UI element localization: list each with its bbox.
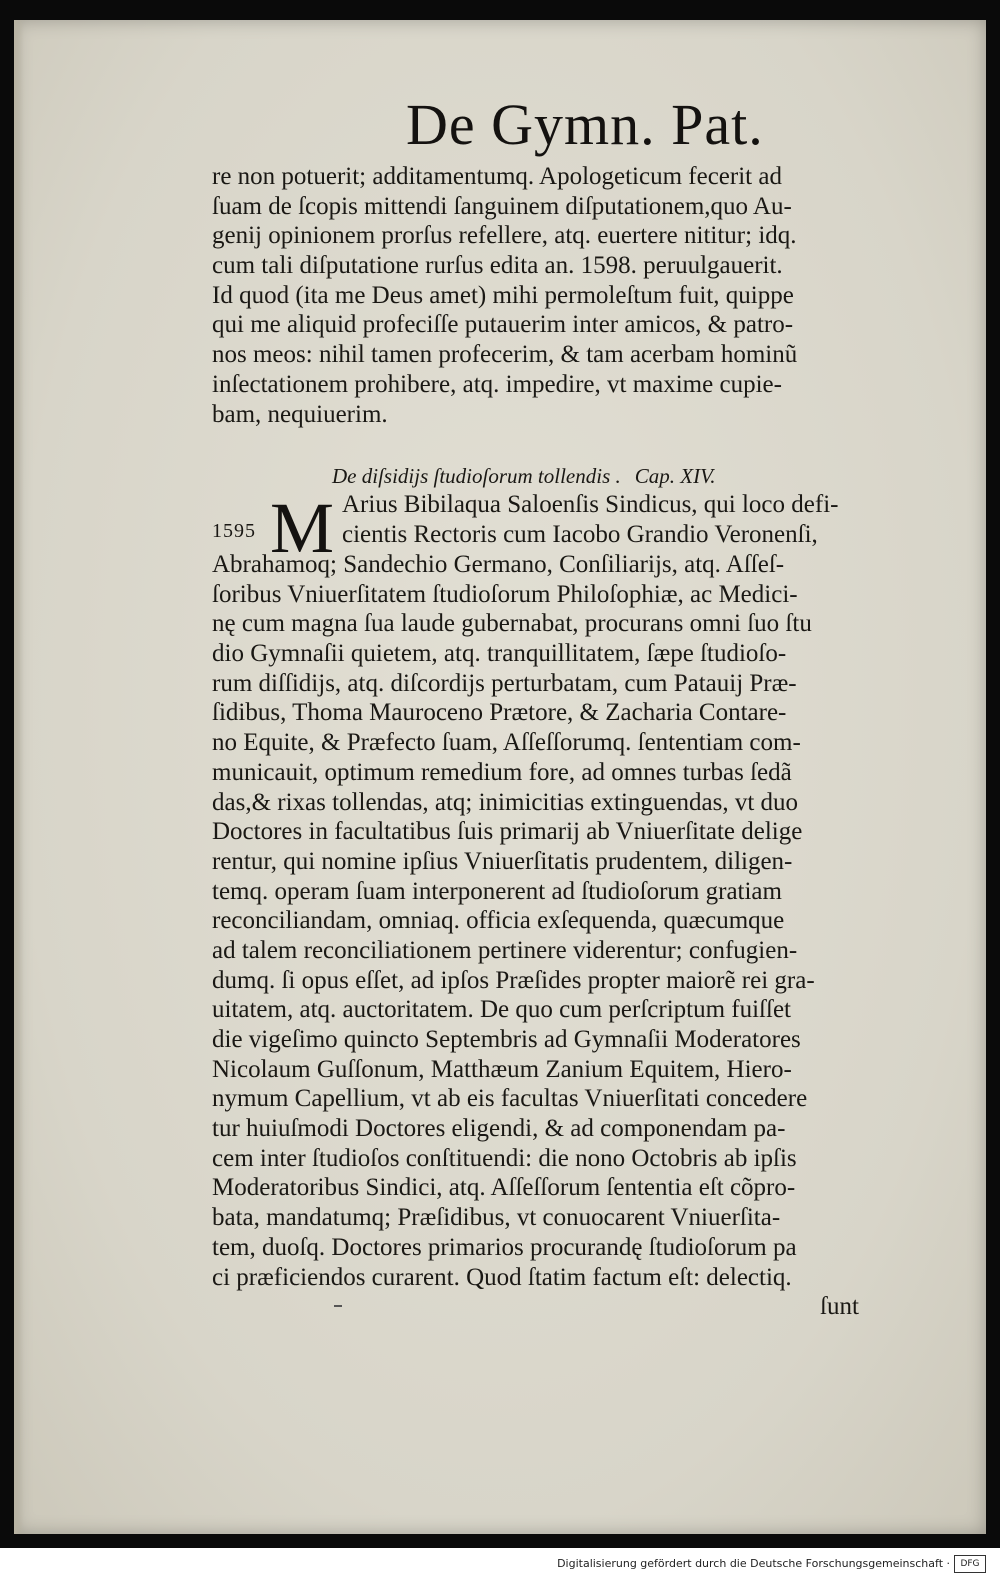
chapter-number: Cap. XIV. — [634, 464, 716, 488]
text-line: ſuam de ſcopis mittendi ſanguinem diſputationem,quo Au- — [212, 192, 792, 220]
running-header: De Gymn. Pat. — [406, 92, 764, 157]
text-line: tem, duoſq. Doctores primarios procurandę ſtudioſorum pa — [212, 1233, 797, 1261]
text-line: das,& rixas tollendas, atq; inimicitias extinguendas, vt duo — [212, 788, 799, 816]
text-line: dumq. ſi opus eſſet, ad ipſos Præſides propter maiorẽ rei gra- — [212, 966, 815, 994]
chapter-heading — [332, 464, 715, 489]
text-line: cum tali diſputatione rurſus edita an. 1598. peruulgauerit. — [212, 252, 783, 280]
text-line: reconciliandam, omniaq. officia exſequenda, quæcumque — [212, 907, 785, 935]
text-line: die vigeſimo quincto Septembris ad Gymnaſii Moderatores — [212, 1026, 801, 1053]
text-line: inſectationem prohibere, atq. impedire, vt maxime cupie- — [212, 370, 782, 398]
text-line: rum diſſidijs, atq. diſcordijs perturbatam, cum Patauij Præ- — [212, 669, 797, 697]
drop-capital: M — [270, 488, 335, 568]
printer-mark — [334, 1305, 342, 1307]
paragraph-2-opening — [342, 490, 838, 549]
text-line: genij opinionem prorſus refellere, atq. euertere nititur; idq. — [212, 222, 797, 250]
text-line: dio Gymnaſii quietem, atq. tranquillitatem, ſæpe ſtudioſo- — [212, 640, 787, 668]
paragraph-1 — [212, 162, 797, 429]
text-line: bam, nequiuerim. — [212, 400, 388, 428]
text-line: ci præficiendos curarent. Quod ſtatim factum eſt: delectiq. — [212, 1263, 792, 1291]
text-line: municauit, optimum remedium fore, ad omnes turbas ſedã — [212, 758, 792, 786]
paragraph-2 — [212, 550, 815, 1292]
text-line: no Equite, & Præfecto ſuam, Aſſeſſorumq. ſententiam com- — [212, 729, 801, 757]
text-line: ſidibus, Thoma Mauroceno Prætore, & Zacharia Contare- — [212, 699, 787, 727]
text-line: Moderatoribus Sindici, atq. Aſſeſſorum ſententia eſt cõpro- — [212, 1174, 796, 1202]
dfg-logo: DFG — [954, 1555, 986, 1573]
text-line: re non potuerit; additamentumq. Apologeticum fecerit ad — [212, 163, 782, 190]
text-line: temq. operam ſuam interponerent ad ſtudioſorum gratiam — [212, 877, 782, 905]
book-page — [14, 20, 986, 1534]
text-line: Abrahamoq; Sandechio Germano, Conſiliarijs, atq. Aſſeſ- — [212, 551, 785, 578]
text-line: cientis Rectoris cum Iacobo Grandio Veronenſi, — [342, 520, 818, 548]
catchword: ſunt — [820, 1293, 859, 1320]
funding-credit: Digitalisierung gefördert durch die Deutsche Forschungsgemeinschaft · — [557, 1557, 950, 1570]
text-line: nymum Capellium, vt ab eis facultas Vniuerſitati concedere — [212, 1085, 808, 1113]
text-line: uitatem, atq. auctoritatem. De quo cum perſcriptum fuiſſet — [212, 996, 791, 1024]
text-line: Id quod (ita me Deus amet) mihi permoleſtum fuit, quippe — [212, 281, 794, 309]
text-line: Arius Bibilaqua Saloenſis Sindicus, qui loco defi- — [342, 491, 839, 518]
text-line: Nicolaum Guſſonum, Matthæum Zanium Equitem, Hiero- — [212, 1055, 792, 1083]
text-line: nę cum magna ſua laude gubernabat, procurans omni ſuo ſtu — [212, 610, 812, 638]
margin-year: 1595 — [212, 520, 256, 542]
text-line: tur huiuſmodi Doctores eligendi, & ad componendam pa- — [212, 1115, 786, 1143]
text-line: qui me aliquid profeciſſe putauerim inter amicos, & patro- — [212, 311, 794, 339]
page-gutter-shadow — [14, 20, 24, 1534]
text-line: cem inter ſtudioſos conſtituendi: die nono Octobris ab ipſis — [212, 1144, 797, 1172]
chapter-title: De diſsidijs ſtudioſorum tollendis . — [332, 464, 621, 488]
text-line: ad talem reconciliationem pertinere viderentur; confugien- — [212, 936, 798, 964]
text-line: bata, mandatumq; Præſidibus, vt conuocarent Vniuerſita- — [212, 1204, 781, 1232]
text-line: ſoribus Vniuerſitatem ſtudioſorum Philoſophiæ, ac Medici- — [212, 580, 798, 608]
text-line: nos meos: nihil tamen profecerim, & tam acerbam hominũ — [212, 341, 798, 369]
text-line: Doctores in facultatibus ſuis primarij ab Vniuerſitate delige — [212, 818, 803, 846]
text-line: rentur, qui nomine ipſius Vniuerſitatis prudentem, diligen- — [212, 847, 793, 875]
